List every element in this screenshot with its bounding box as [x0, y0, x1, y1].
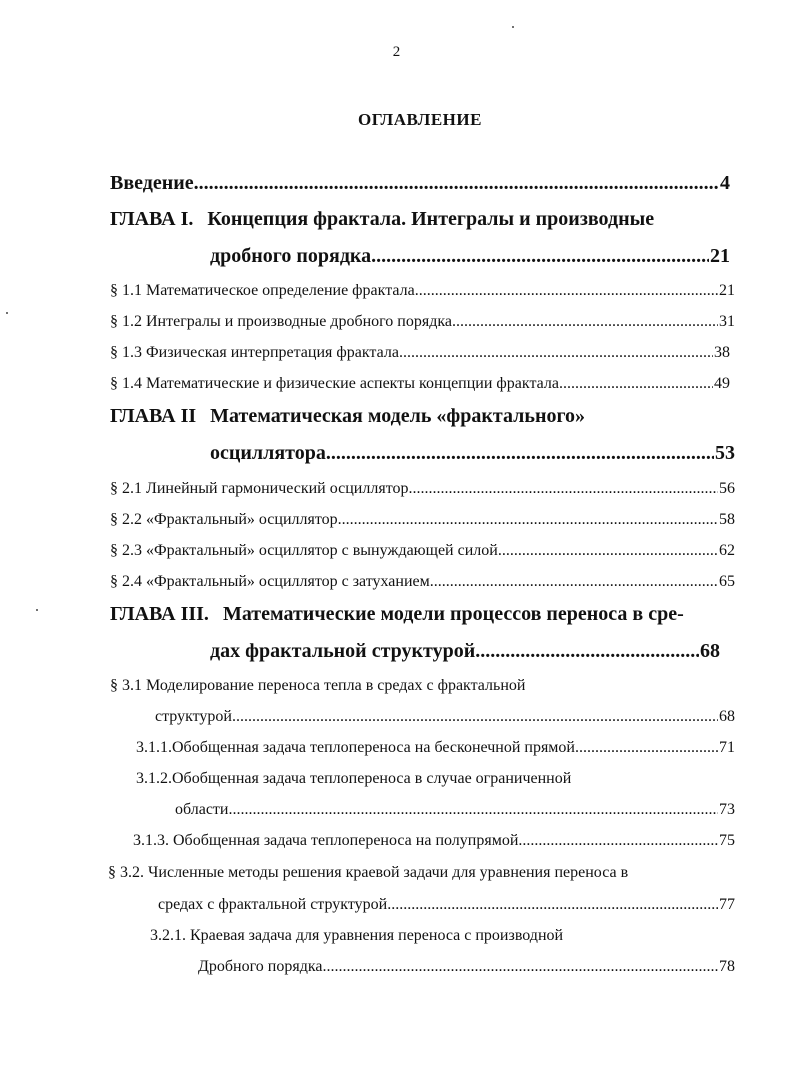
toc-entry-3-2-1-cont — [198, 958, 735, 976]
toc-entry-1-2 — [110, 313, 735, 331]
chapter-1-heading-cont — [210, 245, 730, 268]
toc-entry-2-4 — [110, 573, 735, 591]
toc-entry-intro — [110, 172, 730, 195]
chapter-2-heading-cont — [210, 442, 735, 465]
toc-entry-label: § 1.1 Математическое определение фрактала — [110, 282, 415, 299]
chapter-title-cont: осциллятора — [210, 442, 326, 464]
chapter-prefix: ГЛАВА III. — [110, 603, 209, 625]
toc-entry-label: § 2.2 «Фрактальный» осциллятор — [110, 511, 338, 528]
toc-entry-3-1-2-cont — [175, 801, 735, 819]
toc-entry-label: 3.1.3. Обобщенная задача теплопереноса на полупрямой — [133, 832, 519, 849]
dot-leader — [387, 896, 718, 914]
toc-entry-label: § 2.1 Линейный гармонический осциллятор — [110, 480, 409, 497]
dot-leader — [475, 640, 699, 663]
chapter-2-heading — [110, 405, 585, 428]
toc-entry-label: § 3.2. Численные методы решения краевой задачи для уравнения переноса в — [108, 864, 629, 881]
toc-entry-page: 77 — [719, 896, 735, 913]
toc-entry-page: 58 — [719, 511, 735, 528]
dot-leader — [326, 442, 714, 465]
toc-entry-3-1-3 — [133, 832, 735, 850]
dot-leader — [408, 480, 718, 498]
toc-entry-1-4 — [110, 375, 730, 393]
scan-speck — [512, 26, 514, 28]
chapter-title: Математические модели процессов переноса в сре- — [222, 603, 684, 625]
dot-leader — [399, 344, 713, 362]
toc-entry-page: 21 — [710, 245, 730, 267]
toc-entry-page: 75 — [719, 832, 735, 849]
toc-entry-3-2 — [108, 864, 628, 882]
toc-entry-label: § 2.4 «Фрактальный» осциллятор с затуханием — [110, 573, 430, 590]
toc-entry-page: 68 — [700, 640, 720, 662]
toc-entry-2-3 — [110, 542, 735, 560]
toc-entry-3-1-1 — [136, 739, 735, 757]
toc-entry-page: 4 — [720, 172, 730, 194]
dot-leader — [452, 313, 718, 331]
toc-entry-label-cont: Дробного порядка — [198, 958, 323, 975]
toc-entry-page: 62 — [719, 542, 735, 559]
toc-entry-page: 31 — [719, 313, 735, 330]
toc-title: ОГЛАВЛЕНИЕ — [358, 110, 482, 129]
chapter-title-cont: дробного порядка — [210, 245, 372, 267]
page-number: 2 — [392, 44, 401, 60]
dot-leader — [430, 573, 718, 591]
toc-entry-label-cont: структурой — [155, 708, 232, 725]
toc-entry-1-3 — [110, 344, 730, 362]
toc-entry-label-cont: области — [175, 801, 229, 818]
toc-entry-label: § 2.3 «Фрактальный» осциллятор с вынуждающей силой — [110, 542, 498, 559]
toc-entry-label: 3.1.2.Обобщенная задача теплопереноса в случае ограниченной — [136, 770, 572, 787]
toc-entry-label: § 3.1 Моделирование переноса тепла в средах с фрактальной — [110, 677, 526, 694]
toc-entry-3-1-cont — [155, 708, 735, 726]
scan-speck — [36, 609, 38, 611]
chapter-1-heading — [110, 208, 654, 231]
toc-entry-page: 68 — [719, 708, 735, 725]
toc-entry-2-1 — [110, 480, 735, 498]
toc-entry-label: § 1.3 Физическая интерпретация фрактала — [110, 344, 399, 361]
chapter-title: Концепция фрактала. Интегралы и производные — [207, 208, 655, 230]
toc-entry-2-2 — [110, 511, 735, 529]
toc-entry-1-1 — [110, 282, 735, 300]
dot-leader — [559, 375, 713, 393]
toc-entry-3-1-2 — [136, 770, 571, 788]
scan-speck — [6, 312, 8, 314]
toc-entry-page: 65 — [719, 573, 735, 590]
chapter-3-heading-cont — [210, 640, 720, 663]
chapter-prefix: ГЛАВА II — [110, 405, 197, 427]
toc-entry-label: 3.1.1.Обобщенная задача теплопереноса на бесконечной прямой — [136, 739, 575, 756]
toc-entry-3-2-1 — [150, 927, 563, 945]
dot-leader — [228, 801, 718, 819]
toc-entry-page: 78 — [719, 958, 735, 975]
toc-entry-page: 49 — [714, 375, 730, 392]
dot-leader — [194, 172, 719, 195]
toc-entry-label: 3.2.1. Краевая задача для уравнения переноса с производной — [150, 927, 564, 944]
toc-entry-3-1 — [110, 677, 525, 695]
dot-leader — [575, 739, 718, 757]
dot-leader — [338, 511, 718, 529]
chapter-title: Математическая модель «фрактального» — [210, 405, 586, 427]
toc-entry-label-cont: средах с фрактальной структурой — [158, 896, 388, 913]
chapter-3-heading — [110, 603, 740, 626]
toc-entry-page: 53 — [715, 442, 735, 464]
chapter-prefix: ГЛАВА I. — [110, 208, 194, 230]
dot-leader — [371, 245, 709, 268]
toc-entry-page: 73 — [719, 801, 735, 818]
toc-entry-label: § 1.4 Математические и физические аспекты концепции фрактала — [110, 375, 559, 392]
toc-entry-page: 21 — [719, 282, 735, 299]
dot-leader — [415, 282, 718, 300]
toc-entry-page: 71 — [719, 739, 735, 756]
dot-leader — [232, 708, 718, 726]
toc-entry-label: § 1.2 Интегралы и производные дробного порядка — [110, 313, 452, 330]
chapter-title-cont: дах фрактальной структурой — [210, 640, 476, 662]
toc-entry-page: 38 — [714, 344, 730, 361]
toc-entry-label: Введение — [110, 172, 194, 194]
toc-entry-3-2-cont — [158, 896, 735, 914]
dot-leader — [322, 958, 718, 976]
dot-leader — [518, 832, 718, 850]
dot-leader — [498, 542, 718, 560]
toc-entry-page: 56 — [719, 480, 735, 497]
